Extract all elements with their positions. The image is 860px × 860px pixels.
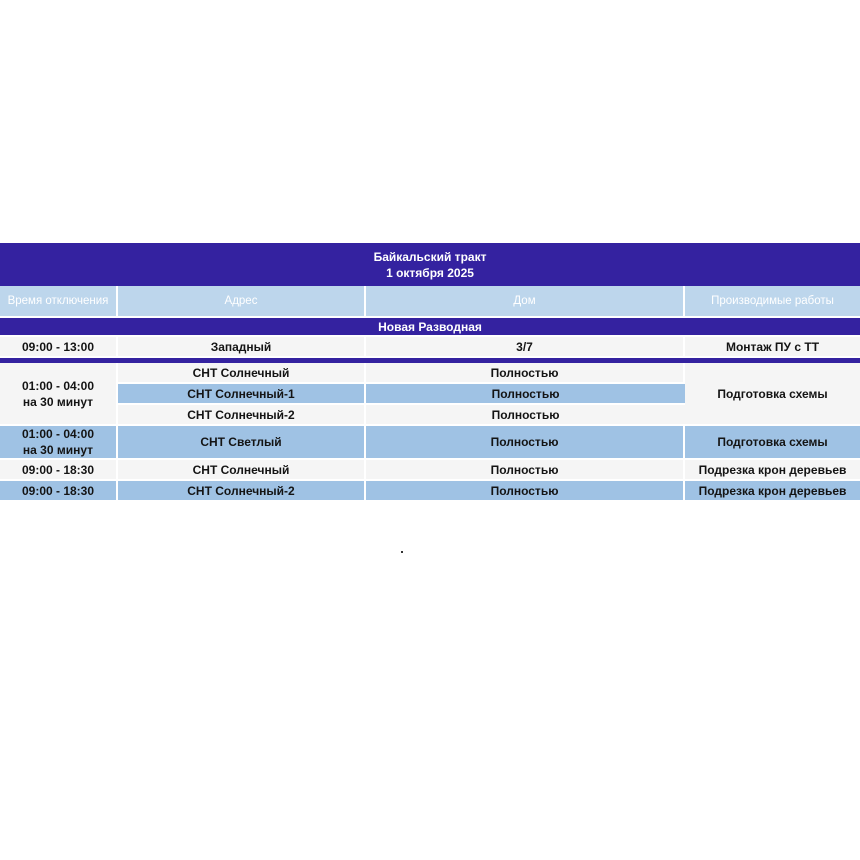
time-cell: 09:00 - 13:00 [0, 337, 118, 358]
address-cell: СНТ Солнечный-2 [118, 481, 366, 502]
footer-dot [401, 551, 403, 553]
time-cell: 09:00 - 18:30 [0, 481, 118, 502]
title-row [0, 243, 860, 286]
time-duration: на 30 минут [22, 394, 94, 409]
time-cell [0, 363, 118, 426]
section-name: Новая Разводная [0, 318, 860, 337]
column-header-address: Адрес [118, 286, 366, 318]
table-row [0, 337, 860, 358]
time-duration: на 30 минут [22, 443, 94, 457]
address-cell: СНТ Солнечный-1 [118, 384, 366, 405]
house-cell: Полностью [366, 481, 685, 502]
time-cell: 09:00 - 18:30 [0, 460, 118, 481]
column-header-row [0, 286, 860, 318]
address-cell: СНТ Солнечный [118, 460, 366, 481]
time-cell [0, 426, 118, 460]
time-range: 01:00 - 04:00 [21, 378, 95, 393]
address-cell: СНТ Солнечный [118, 363, 366, 384]
address-cell: СНТ Солнечный-2 [118, 405, 366, 426]
table-row [0, 481, 860, 502]
table-row [0, 460, 860, 481]
section-row [0, 318, 860, 337]
outage-schedule-table [0, 243, 860, 502]
column-header-time: Время отключения [0, 286, 118, 318]
works-cell: Монтаж ПУ с ТТ [685, 337, 860, 358]
table-title [0, 243, 860, 286]
title-date: 1 октября 2025 [386, 265, 474, 280]
column-header-works: Производимые работы [685, 286, 860, 318]
table-row [0, 363, 860, 384]
house-cell: Полностью [366, 384, 685, 405]
works-cell: Подрезка крон деревьев [685, 460, 860, 481]
works-cell: Подготовка схемы [685, 363, 860, 426]
time-range: 01:00 - 04:00 [21, 427, 95, 441]
table-row [0, 426, 860, 460]
address-cell: СНТ Светлый [118, 426, 366, 460]
title-location: Байкальский тракт [373, 249, 487, 264]
works-cell: Подрезка крон деревьев [685, 481, 860, 502]
house-cell: 3/7 [366, 337, 685, 358]
house-cell: Полностью [366, 363, 685, 384]
house-cell: Полностью [366, 460, 685, 481]
column-header-house: Дом [366, 286, 685, 318]
house-cell: Полностью [366, 426, 685, 460]
house-cell: Полностью [366, 405, 685, 426]
works-cell: Подготовка схемы [685, 426, 860, 460]
address-cell: Западный [118, 337, 366, 358]
